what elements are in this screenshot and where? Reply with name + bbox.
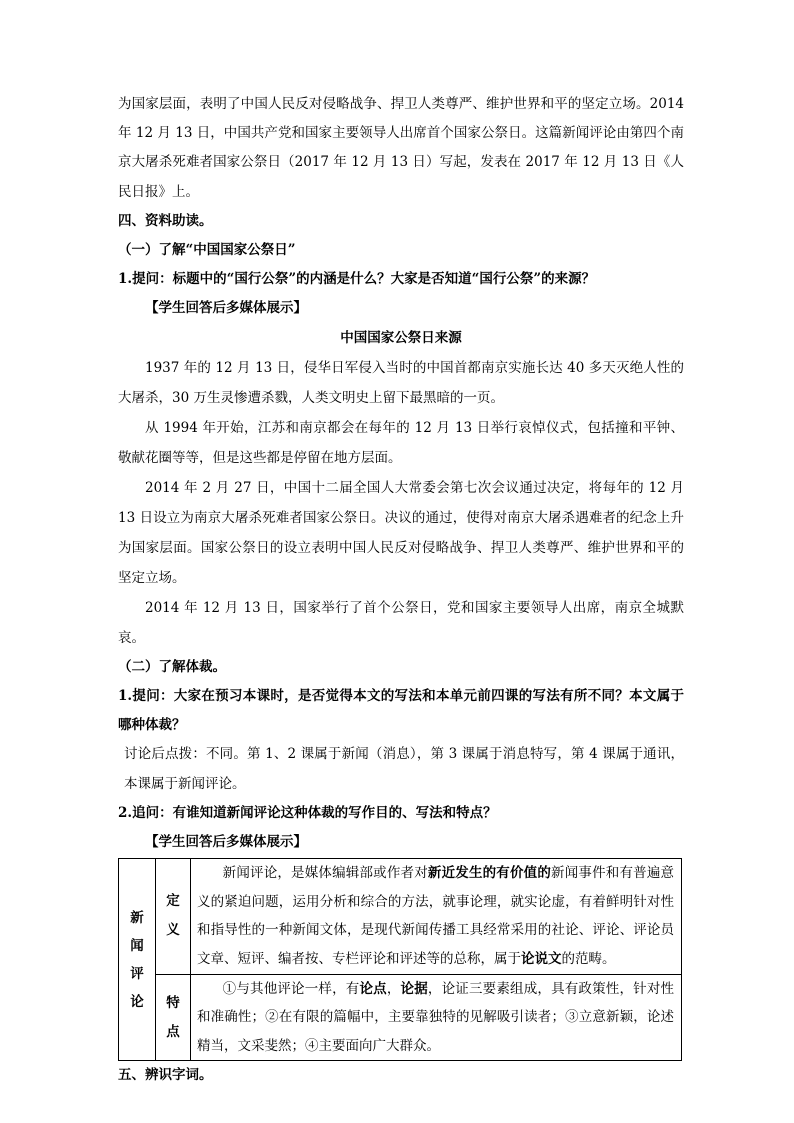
source-title: 中国国家公祭日来源 [340, 329, 462, 346]
features-label-cell [156, 974, 191, 1061]
intro-paragraph: 为国家层面，表明了中国人民反对侵略战争、捍卫人类尊严、维护世界和平的坚定立场。2014年 12 月 13 日，中国共产党和国家主要领导人出席首个国家公祭日。这篇新闻评论由第四个南京大屠杀死难者国家公祭日（2017 年 12 月 13 日）写起，发表在 2017 年 12 月 13 日《人民日报》上。 [118, 96, 684, 200]
label-char: 义 [166, 922, 180, 939]
part-1-show-note: 【学生回答后多媒体展示】 [145, 300, 307, 317]
source-paragraph-3: 2014 年 2 月 27 日，中国十二届全国人大常委会第七次会议通过决定，将每年的 12 月 13 日设立为南京大屠杀死难者国家公祭日。决议的通过，使得对南京大屠杀遇难者的纪念上升为国家层面。国家公祭日的设立表明中国人民反对侵略战争、捍卫人类尊严、维护世界和平的坚定立场。 [118, 479, 684, 586]
label-char: 定 [166, 893, 180, 910]
features-text-cell [191, 974, 682, 1061]
table-row-features [119, 974, 682, 1061]
label-char: 特 [166, 994, 180, 1011]
features-text-c: ， [386, 980, 401, 997]
source-paragraph-1: 1937 年的 12 月 13 日，侵华日军侵入当时的中国首都南京实施长达 40 多天灭绝人性的大屠杀，30 万生灵惨遭杀戮，人类文明史上留下最黑暗的一页。 [118, 359, 684, 406]
table-row-definition [119, 859, 682, 974]
features-text-e: ，论证三要素组成，具有政策性，针对性和准确性；②在有限的篇幅中，主要靠独特的见解吸引读者；③立意新颖，论述精当，文采斐然；④主要面向广大群众。 [197, 980, 675, 1054]
definition-text-cell [191, 859, 682, 974]
definition-text-b: 新近发生的有价值的 [427, 865, 552, 882]
section-4-heading: 四、资料助读。 [118, 212, 213, 229]
features-text-b: 论点 [359, 980, 387, 997]
label-char: 点 [166, 1023, 180, 1040]
term-cell [119, 859, 156, 1061]
source-paragraph-4: 2014 年 12 月 13 日，国家举行了首个公祭日，党和国家主要领导人出席，南京全城默哀。 [118, 599, 684, 646]
features-text-a: ①与其他评论一样，有 [222, 980, 360, 997]
definition-text-c: 新闻事件和有普遍意义的紧迫问题，运用分析和综合的方法，就事论理，就实论虚，有着鲜明针对性和指导性的一种新闻文体，是现代新闻传播工具经常采用的社论、评论、评论员文章、短评、编者按、专栏评论和评述等的总称，属于 [197, 865, 675, 968]
part-2-question-1: 1.提问：大家在预习本课时，是否觉得本文的写法和本单元前四课的写法有所不同？本文属于哪种体裁？ [118, 688, 684, 734]
part-2-heading: （二）了解体裁。 [118, 658, 226, 675]
term-char: 新 [130, 909, 144, 926]
features-text-d: 论据 [400, 980, 428, 997]
term-char: 闻 [130, 937, 144, 954]
document-body [118, 90, 684, 1091]
term-char: 论 [130, 993, 144, 1010]
part-2-answer-1: 讨论后点拨：不同。第 1、2 课属于新闻（消息），第 3 课属于消息特写，第 4 课属于通讯，本课属于新闻评论。 [124, 746, 684, 792]
term-char: 评 [130, 965, 144, 982]
news-commentary-table [118, 858, 682, 1061]
section-5-heading: 五、辨识字词。 [118, 1067, 213, 1084]
definition-text-e: 的范畴。 [561, 951, 616, 968]
features-text [197, 975, 674, 1061]
definition-text [197, 859, 674, 973]
part-1-heading: （一）了解“中国国家公祭日” [118, 242, 296, 259]
part-1-question: 1.提问：标题中的“国行公祭”的内涵是什么？大家是否知道“国行公祭”的来源？ [118, 271, 596, 288]
source-paragraph-2: 从 1994 年开始，江苏和南京都会在每年的 12 月 13 日举行哀悼仪式，包括撞和平钟、敬献花圈等等，但是这些都是停留在地方层面。 [118, 419, 684, 466]
part-2-question-2: 2.追问：有谁知道新闻评论这种体裁的写作目的、写法和特点？ [118, 804, 497, 821]
definition-text-d: 论说文 [521, 951, 562, 968]
definition-label-cell [156, 859, 191, 974]
definition-text-a: 新闻评论，是媒体编辑部或作者对 [222, 865, 428, 882]
part-2-show-note: 【学生回答后多媒体展示】 [145, 834, 307, 851]
